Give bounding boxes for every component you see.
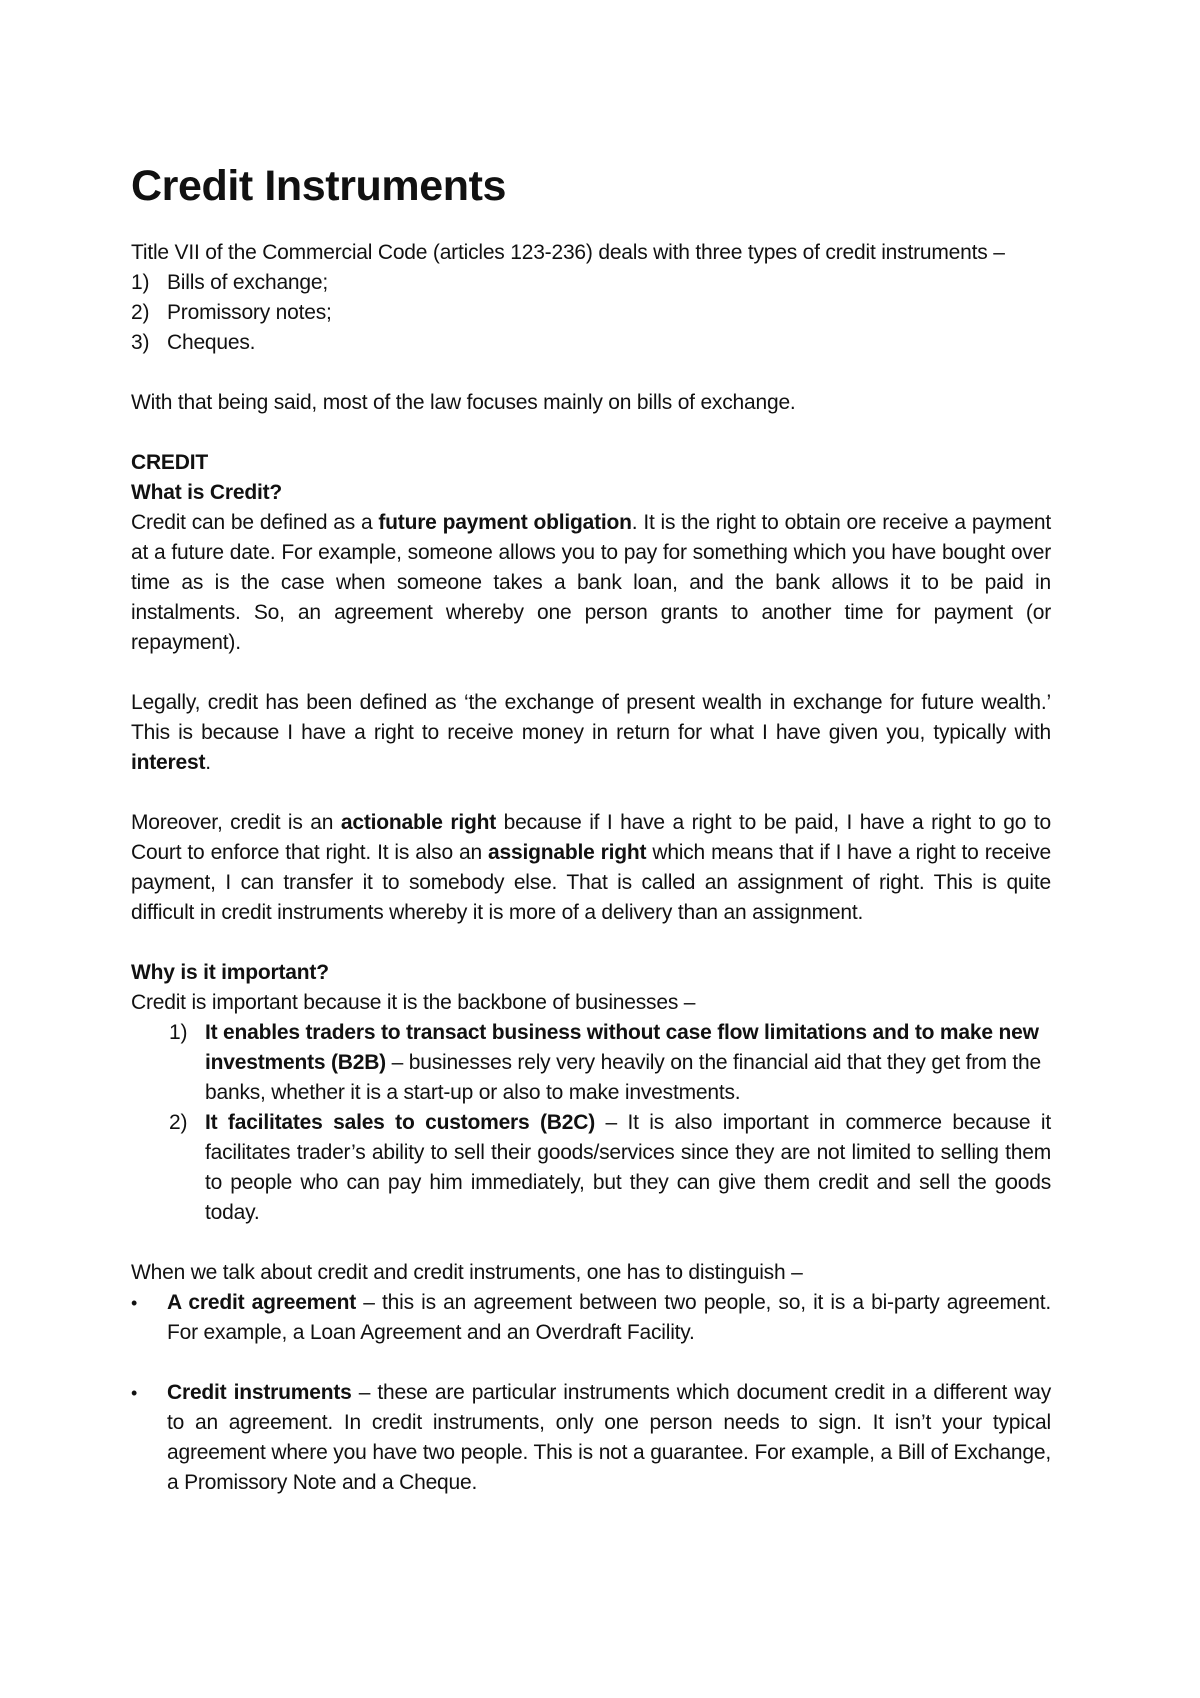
subheading-what-is-credit: What is Credit? xyxy=(131,481,283,504)
intro-paragraph: Title VII of the Commercial Code (articles 123-236) deals with three types of credit instruments – xyxy=(131,241,1005,264)
importance-intro: Credit is important because it is the backbone of businesses – xyxy=(131,991,696,1014)
list-number: 2) xyxy=(169,1111,188,1134)
legal-definition-paragraph: Legally, credit has been defined as ‘the exchange of present wealth in exchange for future wealth.’ This is because I have a right to receive money in return for what I have given you, typically with interest. xyxy=(131,691,1051,774)
list-item xyxy=(169,1108,1051,1228)
list-item-text: Promissory notes; xyxy=(167,301,332,324)
section-heading-credit: CREDIT xyxy=(131,451,208,474)
credit-definition-paragraph: Credit can be defined as a future payment obligation. It is the right to obtain ore receive a payment at a future date. For example, someone allows you to pay for something which you have bought over time as is the case when someone takes a bank loan, and the bank allows it to be paid in instalments. So, an agreement whereby one person grants to another time for payment (or repayment). xyxy=(131,511,1051,654)
document-content xyxy=(131,160,1051,1498)
list-number: 1) xyxy=(131,271,150,294)
subheading-why-important: Why is it important? xyxy=(131,961,329,984)
list-item-text: Cheques. xyxy=(167,331,256,354)
page-title: Credit Instruments xyxy=(131,162,507,210)
list-number: 1) xyxy=(169,1021,188,1044)
focus-note-paragraph: With that being said, most of the law focuses mainly on bills of exchange. xyxy=(131,391,796,414)
bold-term: assignable right xyxy=(488,841,647,864)
credit-instrument-types-list xyxy=(131,268,1051,358)
list-item xyxy=(131,1378,1051,1498)
actionable-right-paragraph: Moreover, credit is an actionable right because if I have a right to be paid, I have a right to go to Court to enforce that right. It is also an assignable right which means that if I have a right to receive payment, I can transfer it to somebody else. That is called an assignment of right. This is quite difficult in credit instruments whereby it is more of a delivery than an assignment. xyxy=(131,811,1051,924)
list-number: 2) xyxy=(131,301,150,324)
bold-term: interest xyxy=(131,751,206,774)
distinguish-list-2 xyxy=(131,1378,1051,1498)
list-item-text: A credit agreement – this is an agreement between two people, so, it is a bi-party agreement. For example, a Loan Agreement and an Overdraft Facility. xyxy=(167,1291,1052,1344)
list-item xyxy=(131,298,1051,328)
list-item xyxy=(131,268,1051,298)
list-item-text: It facilitates sales to customers (B2C) – It is also important in commerce because it facilitates trader’s ability to sell their goods/services since they are not limited to selling them to people who can pay him immediately, but they can give them credit and sell the goods today. xyxy=(205,1111,1051,1224)
list-item xyxy=(131,328,1051,358)
distinguish-list xyxy=(131,1288,1051,1348)
bullet-icon: • xyxy=(131,1383,138,1403)
list-item-text: Credit instruments – these are particular instruments which document credit in a different way to an agreement. In credit instruments, only one person needs to sign. It isn’t your typical agreement where you have two people. This is not a guarantee. For example, a Bill of Exchange, a Promissory Note and a Cheque. xyxy=(167,1381,1051,1494)
list-item-text: It enables traders to transact business without case flow limitations and to make new investments (B2B) – businesses rely very heavily on the financial aid that they get from the banks, whether it is a start-up or also to make investments. xyxy=(205,1021,1042,1104)
list-item xyxy=(169,1018,1051,1108)
bold-term: future payment obligation xyxy=(378,511,632,534)
list-number: 3) xyxy=(131,331,150,354)
list-item xyxy=(131,1288,1051,1348)
bullet-icon: • xyxy=(131,1293,138,1313)
list-item-text: Bills of exchange; xyxy=(167,271,328,294)
importance-list xyxy=(131,1018,1051,1228)
bold-term: actionable right xyxy=(340,811,496,834)
distinguish-intro: When we talk about credit and credit instruments, one has to distinguish – xyxy=(131,1261,803,1284)
